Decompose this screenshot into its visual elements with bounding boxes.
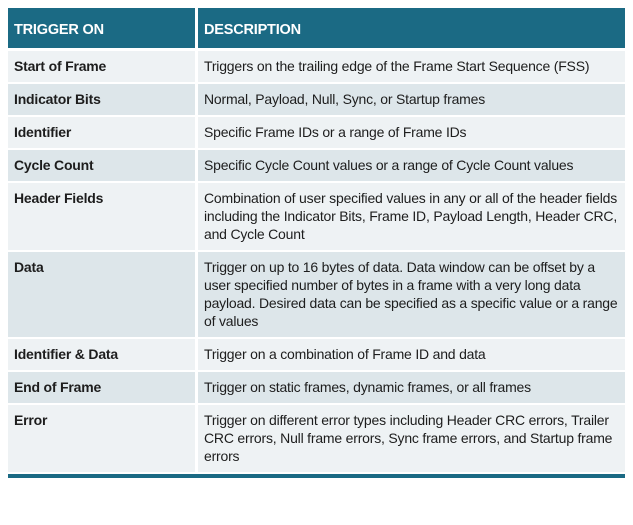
description-cell: Trigger on up to 16 bytes of data. Data window can be offset by a user specified number of bytes in a frame with a very long data payload. Desired data can be specified as a specific value or a range of values: [198, 252, 625, 339]
description-cell: Trigger on a combination of Frame ID and data: [198, 339, 625, 372]
table-row: [8, 117, 625, 150]
description-cell: Specific Cycle Count values or a range of Cycle Count values: [198, 150, 625, 183]
description-cell: Triggers on the trailing edge of the Frame Start Sequence (FSS): [198, 51, 625, 84]
trigger-table-container: [8, 8, 625, 478]
description-cell: Specific Frame IDs or a range of Frame IDs: [198, 117, 625, 150]
column-header-trigger-on: TRIGGER ON: [8, 8, 198, 51]
column-header-description: DESCRIPTION: [198, 8, 625, 51]
trigger-cell: Indicator Bits: [8, 84, 198, 117]
trigger-table: [8, 8, 625, 474]
trigger-cell: Start of Frame: [8, 51, 198, 84]
table-row: [8, 405, 625, 474]
table-row: [8, 183, 625, 252]
table-row: [8, 372, 625, 405]
table-row: [8, 252, 625, 339]
trigger-cell: Error: [8, 405, 198, 474]
table-row: [8, 150, 625, 183]
description-cell: Combination of user specified values in any or all of the header fields including the Indicator Bits, Frame ID, Payload Length, Header CRC, and Cycle Count: [198, 183, 625, 252]
trigger-cell: Identifier & Data: [8, 339, 198, 372]
description-cell: Trigger on static frames, dynamic frames, or all frames: [198, 372, 625, 405]
trigger-cell: Data: [8, 252, 198, 339]
description-cell: Trigger on different error types including Header CRC errors, Trailer CRC errors, Null frame errors, Sync frame errors, and Startup frame errors: [198, 405, 625, 474]
table-header-row: [8, 8, 625, 51]
table-bottom-rule: [8, 474, 625, 478]
trigger-cell: Cycle Count: [8, 150, 198, 183]
table-row: [8, 84, 625, 117]
trigger-cell: Header Fields: [8, 183, 198, 252]
table-row: [8, 339, 625, 372]
table-row: [8, 51, 625, 84]
trigger-cell: Identifier: [8, 117, 198, 150]
trigger-cell: End of Frame: [8, 372, 198, 405]
description-cell: Normal, Payload, Null, Sync, or Startup frames: [198, 84, 625, 117]
